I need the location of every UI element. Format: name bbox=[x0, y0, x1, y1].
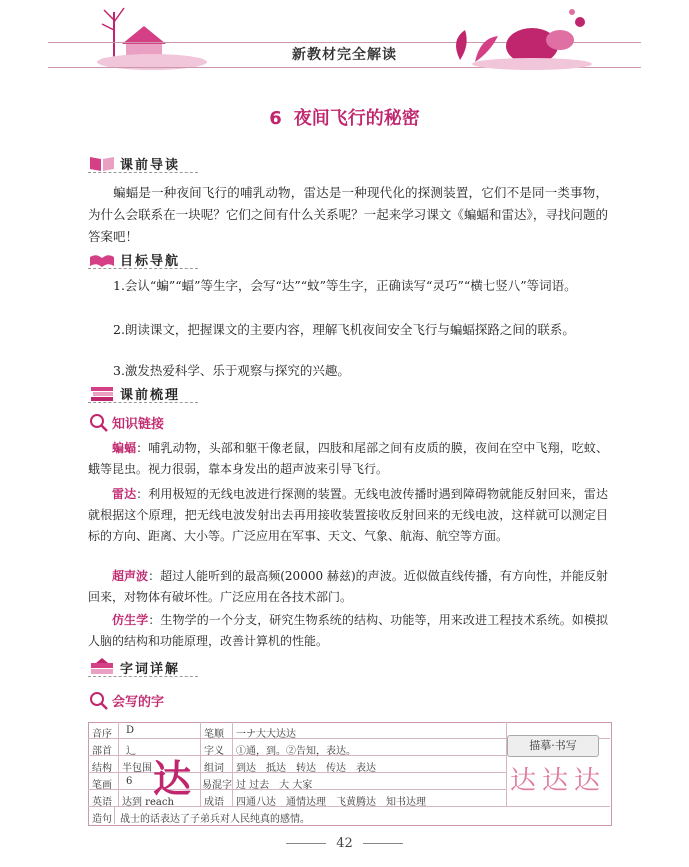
section-goals bbox=[88, 248, 180, 270]
write-heading-label: 会写的字 bbox=[112, 694, 165, 710]
goal-item-1: 1.会认“蝙”“蝠”等生字，会写“达”“蚊”等生字，正确读写“灵巧”“横七竖八”等词语。 bbox=[113, 278, 577, 293]
section-words bbox=[88, 656, 180, 678]
goal-item-3: 3.激发热爱科学、乐于观察与探究的兴趣。 bbox=[113, 363, 350, 378]
section-rule bbox=[88, 268, 198, 269]
header-title: 新教材完全解读 bbox=[292, 47, 397, 63]
write-heading bbox=[88, 690, 164, 710]
page-header bbox=[0, 0, 689, 80]
label-words: 组词 bbox=[204, 763, 224, 774]
page-number-dash bbox=[286, 843, 326, 844]
section-review bbox=[88, 382, 180, 404]
term: 雷达 bbox=[112, 487, 137, 501]
page-number bbox=[0, 836, 689, 851]
table-line bbox=[232, 722, 233, 806]
section-rule bbox=[88, 402, 198, 403]
bird-plant-decoration-icon bbox=[440, 0, 600, 70]
section-rule bbox=[88, 676, 198, 677]
section-goals-label: 目标导航 bbox=[120, 253, 181, 269]
term: 超声波 bbox=[112, 569, 149, 583]
label-sentence: 造句 bbox=[92, 814, 112, 825]
featured-character: 达 bbox=[153, 756, 192, 801]
guide-paragraph: 蝙蝠是一种夜间飞行的哺乳动物，雷达是一种现代化的探测装置，它们不是同一类事物，为什么会联系在一块呢？它们之间有什么关系呢？一起来学习课文《蝙蝠和雷达》，寻找问题的答案吧！ bbox=[88, 185, 608, 244]
section-rule bbox=[88, 172, 198, 173]
magnifier-icon bbox=[88, 690, 110, 710]
value-order: 一ナ大大达达 bbox=[236, 729, 296, 740]
label-idioms: 成语 bbox=[204, 797, 224, 808]
trace-character: 达 bbox=[542, 766, 569, 796]
knowledge-item-ultrasound bbox=[88, 566, 608, 608]
section-words-label: 字词详解 bbox=[120, 661, 181, 677]
book-stack-icon bbox=[88, 383, 116, 403]
knowledge-item-bat bbox=[88, 438, 608, 480]
definition: ：哺乳动物，头部和躯干像老鼠，四肢和尾部之间有皮质的膜，夜间在空中飞翔，吃蚊、蛾等昆虫。视力很弱，靠本身发出的超声波来引导飞行。 bbox=[88, 441, 608, 476]
definition: ：利用极短的无线电波进行探测的装置。无线电波传播时遇到障碍物就能反射回来，雷达就根据这个原理，把无线电波发射出去再用接收装置接收反射回来的无线电波，这样就可以测定目标的方向、距离、大小等。广泛应用在军事、天文、气象、航海、航空等方面。 bbox=[88, 487, 608, 543]
value-idioms: 四通八达 通情达理 飞黄腾达 知书达理 bbox=[236, 797, 426, 808]
section-review-label: 课前梳理 bbox=[120, 387, 181, 403]
knowledge-heading bbox=[88, 412, 164, 432]
page-number-text: 42 bbox=[336, 836, 353, 851]
value-phonetic: D bbox=[126, 725, 135, 736]
term: 蝙蝠 bbox=[112, 441, 137, 455]
label-meaning: 字义 bbox=[204, 746, 224, 757]
knowledge-item-bionics bbox=[88, 610, 608, 652]
value-english: 达到 reach bbox=[122, 797, 174, 808]
definition: ：超过人能听到的最高频(20000 赫兹)的声波。近似做直线传播，有方向性，并能反射回来，对物体有破坏性。广泛应用在各技术部门。 bbox=[88, 569, 608, 604]
value-structure: 半包围 bbox=[122, 763, 152, 774]
table-line bbox=[506, 722, 507, 806]
trace-character: 达 bbox=[574, 766, 601, 796]
label-strokes: 笔画 bbox=[92, 780, 112, 791]
knowledge-heading-label: 知识链接 bbox=[112, 416, 165, 432]
lesson-title bbox=[0, 104, 689, 130]
label-english: 英语 bbox=[92, 797, 112, 808]
value-meaning: ①通，到。②告知，表达。 bbox=[236, 746, 356, 757]
trace-label: 描摹·书写 bbox=[507, 735, 599, 757]
trace-character: 达 bbox=[510, 766, 537, 796]
book-icon bbox=[88, 153, 116, 173]
value-sentence: 战士的话表达了子弟兵对人民纯真的感情。 bbox=[120, 814, 310, 825]
table-line bbox=[200, 722, 201, 806]
books-icon bbox=[88, 657, 116, 677]
label-structure: 结构 bbox=[92, 763, 112, 774]
section-guide bbox=[88, 152, 180, 174]
open-book-icon bbox=[88, 249, 116, 269]
label-radical: 部首 bbox=[92, 746, 112, 757]
label-phonetic: 音序 bbox=[92, 729, 112, 740]
table-line bbox=[118, 722, 119, 806]
goal-item-2: 2.朗读课文，把握课文的主要内容，理解飞机夜间安全飞行与蝙蝠探路之间的联系。 bbox=[113, 322, 575, 337]
value-confuse: 过 过去 大 大家 bbox=[236, 780, 313, 791]
definition: ：生物学的一个分支，研究生物系统的结构、功能等，用来改进工程技术系统。如模拟人脑的结构和功能原理，改善计算机的性能。 bbox=[88, 613, 608, 648]
term: 仿生学 bbox=[112, 613, 149, 627]
section-guide-label: 课前导读 bbox=[120, 157, 181, 173]
magnifier-icon bbox=[88, 412, 110, 432]
lesson-title-text: 夜间飞行的秘密 bbox=[293, 108, 420, 129]
lesson-number: 6 bbox=[269, 108, 282, 129]
value-strokes: 6 bbox=[126, 776, 133, 787]
value-words: 到达 抵达 转达 传达 表达 bbox=[236, 763, 376, 774]
label-confuse: 易混字 bbox=[202, 780, 232, 791]
value-radical: 辶 bbox=[126, 746, 136, 757]
page-number-dash bbox=[363, 843, 403, 844]
table-line bbox=[114, 806, 115, 824]
label-order: 笔顺 bbox=[204, 729, 224, 740]
knowledge-item-radar bbox=[88, 484, 608, 547]
